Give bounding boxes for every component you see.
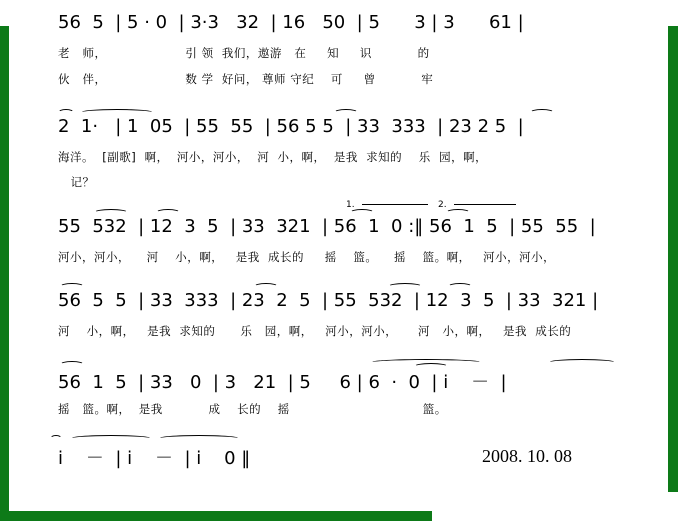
volta-first-ending-label: 1. (346, 200, 355, 210)
slur-mark (530, 109, 554, 116)
slur-mark (350, 209, 374, 216)
volta-second-ending-label: 2. (438, 200, 447, 210)
notation-row-2-notes: 55 532 | 12 3 5 | 33 321 | 56 1 0 :‖ 56 1 5 | 55 55 | (58, 216, 596, 237)
lyric-row-2: 河小，河小， 河 小，啊， 是我 成长的 摇 篮。 摇 篮。啊， 河小，河小， (58, 250, 556, 264)
tie-mark (80, 109, 154, 116)
volta-second-ending-line (454, 204, 516, 205)
notation-row-2 (58, 216, 618, 246)
tie-mark (70, 435, 152, 442)
tie-mark (158, 435, 240, 442)
slur-mark (60, 361, 84, 368)
tie-mark (58, 109, 74, 116)
slur-mark (156, 209, 180, 216)
volta-first-ending-line (362, 204, 428, 205)
lyric-row-3: 河 小，啊， 是我 求知的 乐 园，啊， 河小，河小， 河 小，啊， 是我 成长的 (58, 324, 572, 338)
notation-row-4-notes: 56 1 5 | 33 0 | 3 21 | 5 6 | 6 · 0 | i － | (58, 372, 507, 393)
lyric-row-0-verse-1: 老 师， 引 领 我们，遨游 在 知 识 的 (58, 46, 430, 60)
right-border-bar (668, 26, 678, 492)
lyric-row-1-verse-1: 海洋。 [副歌] 啊， 河小，河小， 河 小，啊， 是我 求知的 乐 园，啊， (58, 150, 488, 164)
lyric-row-4: 摇 篮。啊， 是我 成 长的 摇 篮。 (58, 402, 447, 416)
left-border-bar (0, 26, 9, 521)
notation-row-3 (58, 290, 618, 320)
slur-mark (448, 283, 472, 290)
slur-mark (254, 283, 278, 290)
slur-mark (94, 209, 128, 216)
tie-mark (548, 359, 616, 366)
notation-row-4 (58, 368, 618, 398)
lyric-row-1-verse-2: 记？ (58, 175, 95, 189)
notation-row-0-notes: 56 5 | 5 · 0 | 3·3 32 | 16 50 | 5 3 | 3 61 | (58, 12, 524, 33)
notation-row-0 (58, 12, 618, 42)
slur-mark (334, 109, 358, 116)
notation-row-3-notes: 56 5 5 | 33 333 | 23 2 5 | 55 532 | 12 3 5 | 33 321 | (58, 290, 599, 311)
tie-mark (50, 435, 62, 442)
slur-mark (388, 283, 422, 290)
score-date: 2008. 10. 08 (482, 446, 572, 466)
notation-row-5-notes: i － | i － | i 0 ‖ (58, 448, 251, 469)
slur-mark (60, 283, 84, 290)
notation-row-1-notes: 2 1· | 1 05 | 55 55 | 56 5 5 | 33 333 | 23 2 5 | (58, 116, 524, 137)
bottom-border-bar (0, 511, 432, 521)
slur-mark (446, 209, 470, 216)
slur-mark (414, 363, 448, 370)
lyric-row-0-verse-2: 伙 伴， 数 学 好问， 尊师 守纪 可 曾 牢 (58, 72, 434, 86)
notation-row-1 (58, 116, 618, 146)
